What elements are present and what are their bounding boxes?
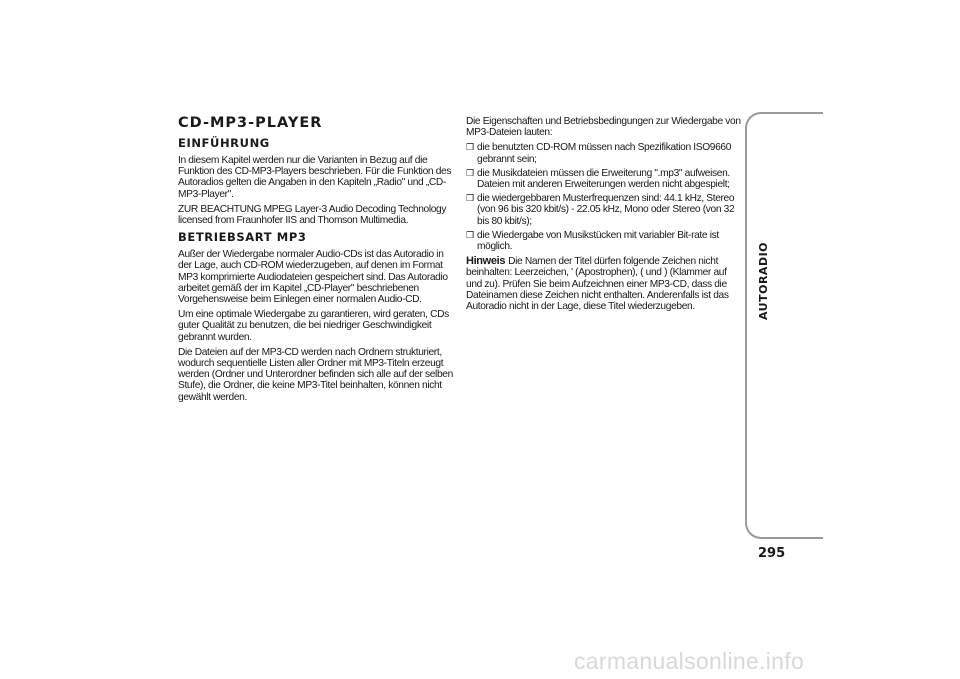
list-item	[466, 230, 742, 252]
section-introduction	[178, 136, 454, 226]
checkbox-bullet-icon: ❒	[466, 167, 474, 178]
watermark: carmanualsonline.info	[574, 648, 805, 674]
section-heading: BETRIEBSART MP3	[178, 230, 307, 245]
list-item-text: die Wiedergabe von Musikstücken mit variabler Bit-rate ist möglich.	[477, 229, 719, 253]
paragraph: Die Dateien auf der MP3-CD werden nach Ordnern strukturiert, wodurch sequentielle Listen aller Ordner mit MP3-Titeln erzeugt werden (Ordner und Unterordner befinden sich alle auf der selben Stufe), die Ordner, die keine MP3-Titel beinhalten, können nicht gewählt werden.	[178, 346, 453, 403]
page-number: 295	[758, 546, 786, 561]
list-item	[466, 168, 742, 190]
section-mp3-mode	[178, 230, 454, 403]
checkbox-bullet-icon: ❒	[466, 142, 474, 153]
right-column	[466, 116, 742, 316]
paragraph: In diesem Kapitel werden nur die Varianten in Bezug auf die Funktion des CD-MP3-Players beschrieben. Für die Funktion des Autoradios gelten die Angaben in den Kapiteln „Radio" und „CD-MP3-Player".	[178, 155, 452, 200]
left-column	[178, 114, 454, 407]
list-item-text: die benutzten CD-ROM müssen nach Spezifikation ISO9660 gebrannt sein;	[477, 142, 732, 165]
page-title: CD-MP3-PLAYER	[178, 115, 323, 131]
paragraph: Außer der Wiedergabe normaler Audio-CDs ist das Autoradio in der Lage, auch CD-ROM wiederzugeben, auf denen im Format MP3 komprimierte Audiodateien gespeichert sind. Das Autoradio arbeitet gemäß der im Kapitel „CD-Player" beschriebenen Vorgehensweise beim Einlegen einer normalen Audio-CD.	[178, 249, 448, 306]
chapter-tab	[745, 112, 823, 539]
requirements-intro: Die Eigenschaften und Betriebsbedingungen zur Wiedergabe von MP3-Dateien lauten:	[466, 116, 741, 139]
note-text: Die Namen der Titel dürfen folgende Zeichen nicht beinhalten: Leerzeichen, ' (Apostrophen), ( und ) (Klammer auf und zu). Prüfen Sie beim Aufzeichnen einer MP3-CD, dass die Dateinamen diese Zeichen nicht enthalten. Anderenfalls ist das Autoradio nicht in der Lage, diese Titel wiederzugeben.	[466, 256, 729, 313]
list-item	[466, 142, 742, 164]
list-item-text: die wiedergebbaren Musterfrequenzen sind: 44.1 kHz, Stereo (von 96 bis 320 kbit/s) - 22.05 kHz, Mono oder Stereo (von 32 bis 80 kbit/s);	[477, 193, 735, 227]
list-item-text: die Musikdateien müssen die Erweiterung ".mp3" aufweisen. Dateien mit anderen Erweiterungen werden nicht abgespielt;	[477, 167, 730, 191]
checkbox-bullet-icon: ❒	[466, 229, 474, 240]
section-heading: EINFÜHRUNG	[178, 136, 270, 150]
note	[466, 256, 742, 312]
paragraph: ZUR BEACHTUNG MPEG Layer-3 Audio Decoding Technology licensed from Fraunhofer IIS and Thomson Multimedia.	[178, 203, 447, 227]
note-label: Hinweis	[466, 255, 506, 268]
list-item	[466, 193, 742, 227]
requirements-list	[466, 142, 742, 252]
paragraph: Um eine optimale Wiedergabe zu garantieren, wird geraten, CDs guter Qualität zu benutzen, die bei niedriger Geschwindigkeit gebrannt wurden.	[178, 309, 449, 343]
chapter-tab-label: AUTORADIO	[757, 241, 770, 320]
checkbox-bullet-icon: ❒	[466, 193, 474, 204]
